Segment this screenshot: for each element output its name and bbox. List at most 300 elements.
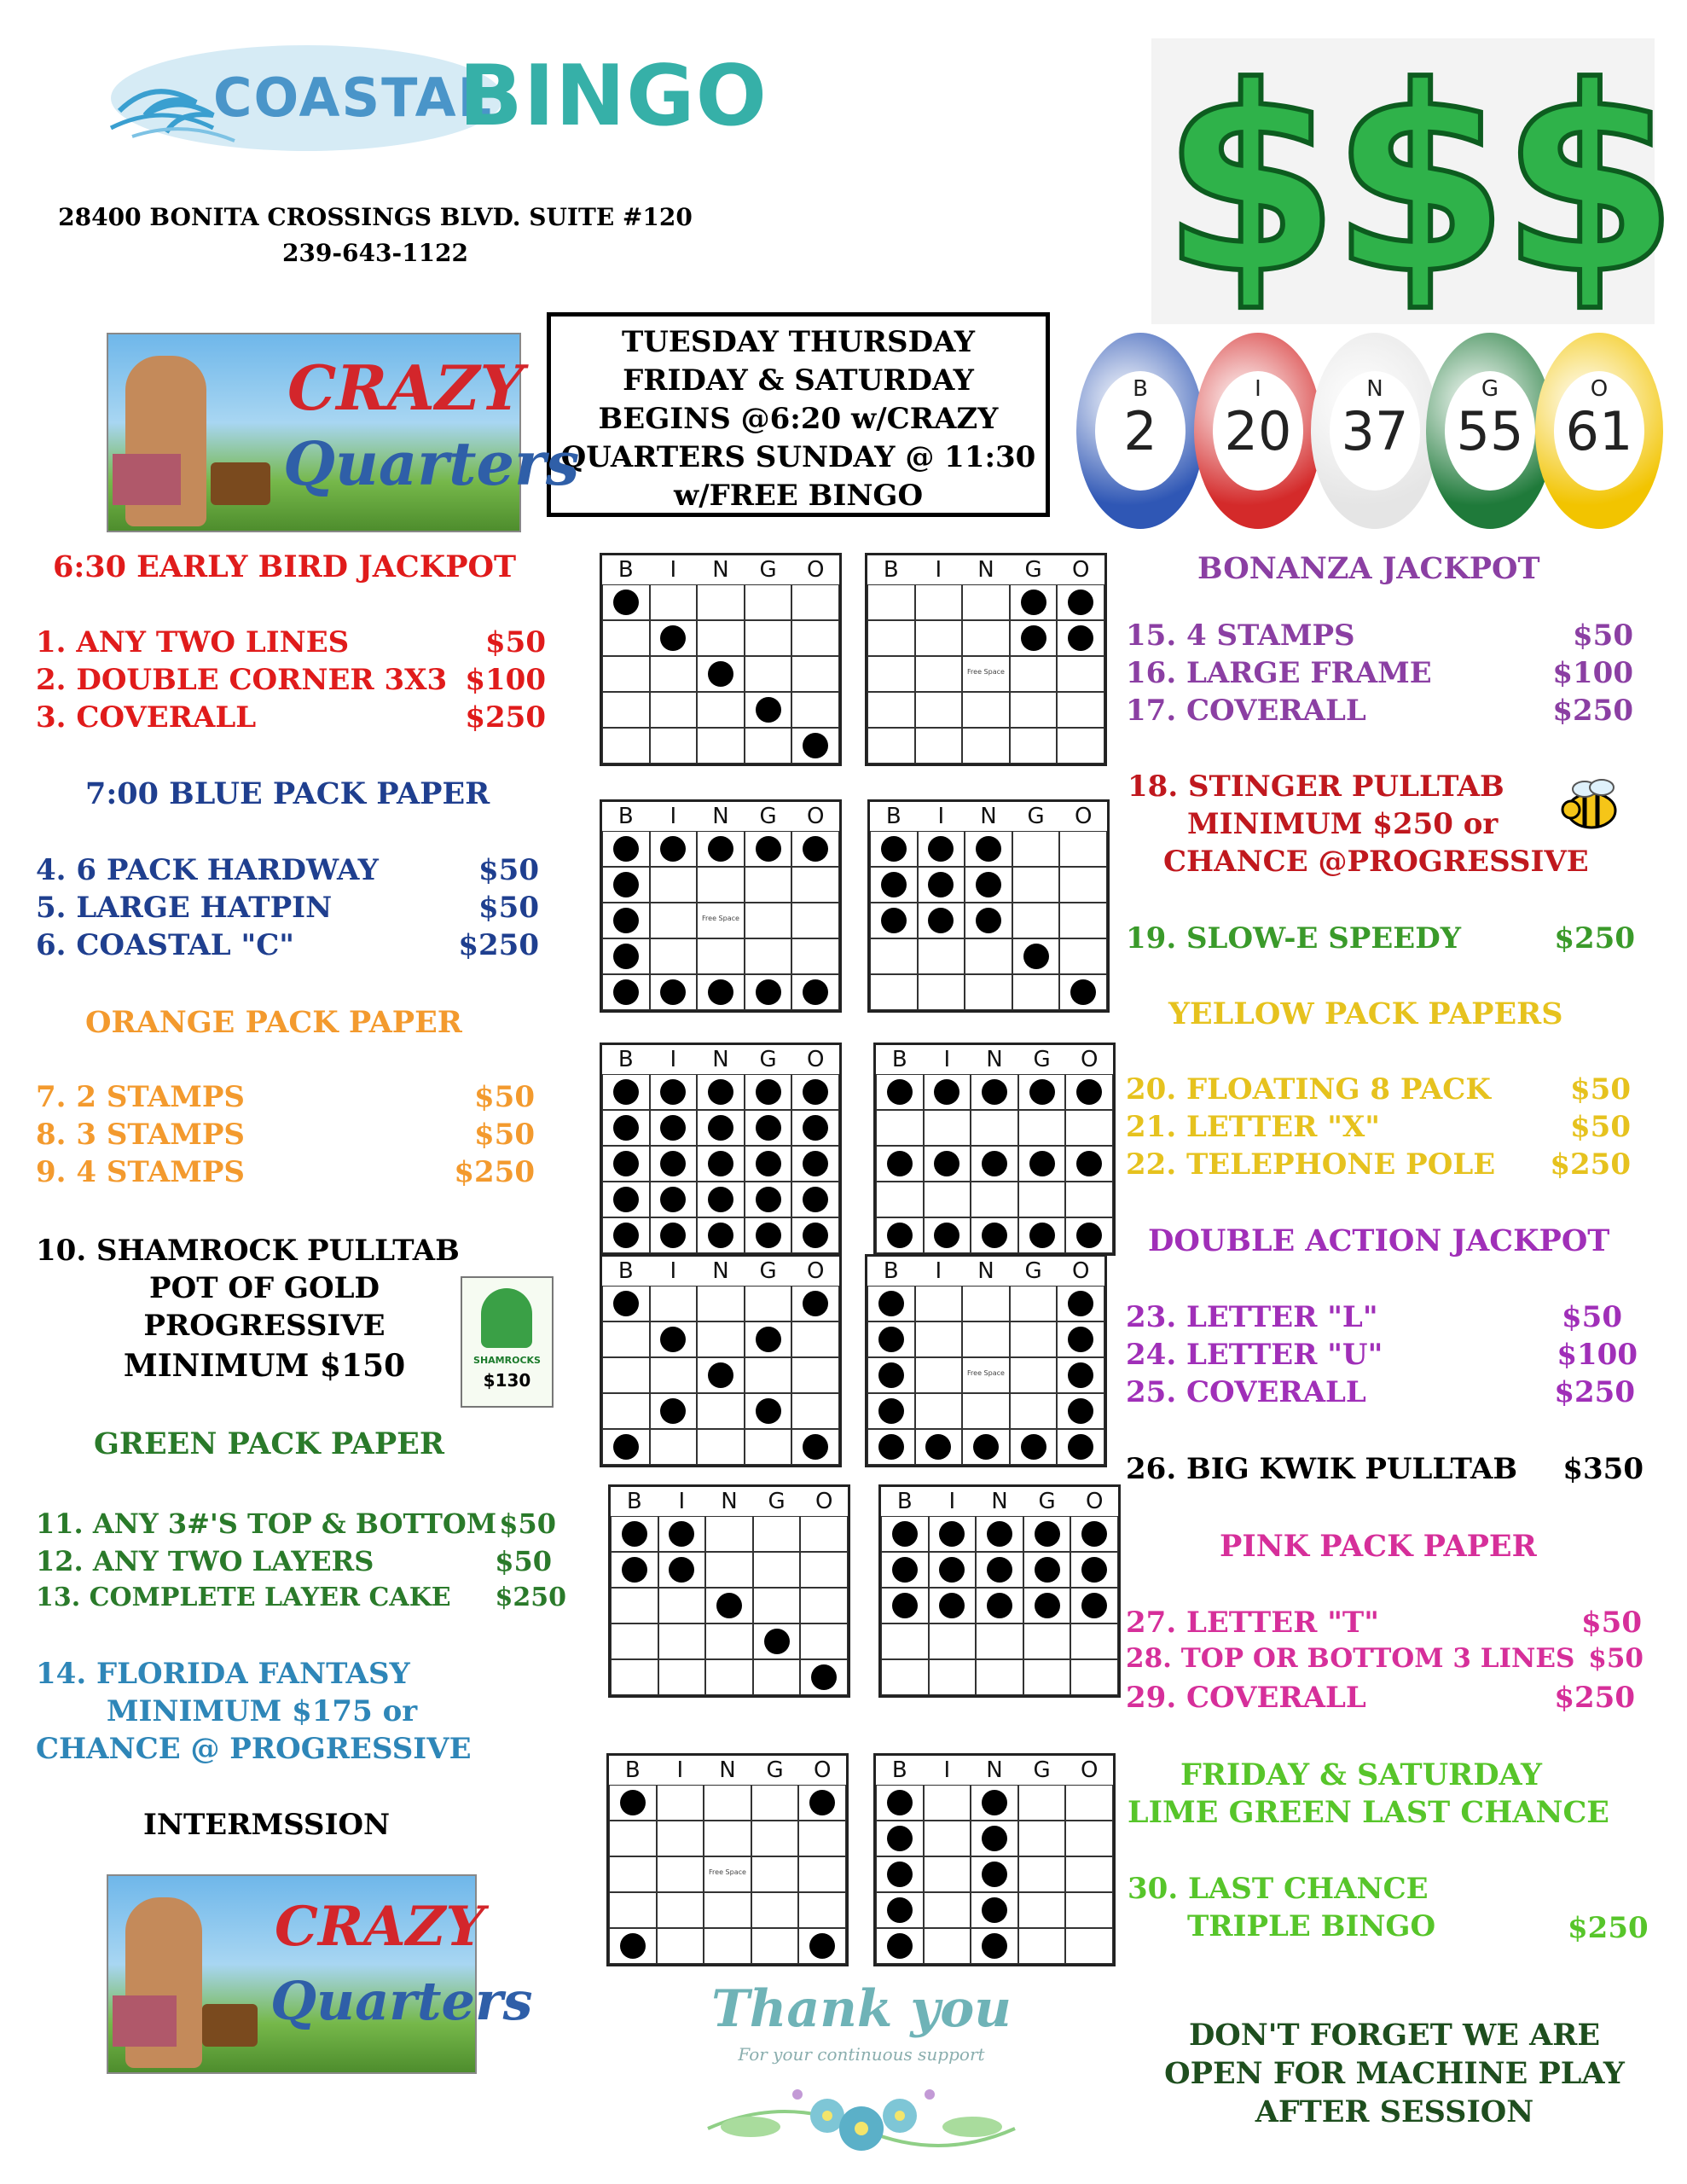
card-cell xyxy=(867,692,915,728)
card-cell xyxy=(791,656,839,692)
game-prize: $50 xyxy=(499,1507,556,1540)
daub-dot xyxy=(1081,1557,1107,1583)
daub-dot xyxy=(973,1434,999,1460)
card-cell xyxy=(962,728,1010,764)
card-cell xyxy=(745,620,792,656)
card-cell xyxy=(1065,1928,1113,1964)
ball-face xyxy=(1213,371,1303,491)
daub-dot xyxy=(803,1223,828,1248)
card-cell xyxy=(697,620,745,656)
card-cell xyxy=(611,1588,658,1623)
card-cell xyxy=(753,1516,801,1552)
game-prize: $100 xyxy=(465,663,546,697)
card-header-letter: G xyxy=(1027,804,1045,829)
game-label: 20. FLOATING 8 PACK xyxy=(1126,1072,1491,1107)
card-cell xyxy=(1023,1623,1071,1659)
early-bird-heading: 6:30 EARLY BIRD JACKPOT xyxy=(53,549,517,584)
game-label: 25. COVERALL xyxy=(1126,1375,1366,1409)
card-cell xyxy=(697,938,745,974)
card-cell xyxy=(650,938,698,974)
logo-word-coastal: COASTAL xyxy=(213,67,494,129)
daub-dot xyxy=(982,1933,1007,1959)
card-cell xyxy=(697,1429,745,1465)
game-prize: $50 xyxy=(1581,1606,1642,1640)
game-6 xyxy=(36,928,539,962)
bingo-card xyxy=(867,799,1110,1013)
game-label: 16. LARGE FRAME xyxy=(1126,656,1432,690)
card-cell xyxy=(697,692,745,728)
card-header-letter: G xyxy=(766,1757,784,1783)
card-header-letter: G xyxy=(1024,1258,1042,1284)
card-cell xyxy=(745,1286,792,1321)
ball-face xyxy=(1554,371,1644,491)
daub-dot xyxy=(987,1521,1012,1547)
card-cell xyxy=(867,620,915,656)
card-cell xyxy=(1010,1286,1058,1321)
logo-word-bingo: BINGO xyxy=(459,48,768,145)
thank-you-title: Thank you xyxy=(711,1979,1012,2039)
card-header-letter: I xyxy=(670,1047,677,1072)
daub-dot xyxy=(803,1187,828,1212)
card-cell xyxy=(657,1821,704,1856)
ball-letter: O xyxy=(1590,376,1609,402)
shamrock-pulltab-ticket xyxy=(461,1276,554,1408)
daub-dot xyxy=(1068,1362,1093,1388)
game-9 xyxy=(36,1155,535,1189)
game-20 xyxy=(1126,1072,1631,1107)
daub-dot xyxy=(756,1151,781,1176)
card-cell xyxy=(650,656,698,692)
card-cell xyxy=(745,1357,792,1393)
blue-pack-heading: 7:00 BLUE PACK PAPER xyxy=(85,776,490,811)
card-cell xyxy=(609,1821,657,1856)
card-cell xyxy=(704,1928,751,1964)
footer-line: OPEN FOR MACHINE PLAY xyxy=(1164,2056,1625,2091)
daub-dot xyxy=(982,1862,1007,1887)
card-cell xyxy=(1010,1357,1058,1393)
card-cell xyxy=(611,1659,658,1695)
card-cell xyxy=(745,584,792,620)
crazy-quarters-word2: Quarters xyxy=(270,1970,533,2032)
daub-dot xyxy=(878,1434,904,1460)
free-space-label: Free Space xyxy=(709,1868,746,1876)
ball-number: 55 xyxy=(1456,400,1524,462)
card-cell xyxy=(924,1821,971,1856)
address: 28400 BONITA CROSSINGS BLVD. SUITE #120 xyxy=(58,203,693,231)
card-cell xyxy=(650,584,698,620)
game-18-line: 18. STINGER PULLTAB xyxy=(1128,770,1504,804)
card-header-letter: I xyxy=(676,1757,684,1783)
game-prize: $50 xyxy=(1588,1643,1644,1674)
card-header-letter: O xyxy=(815,1489,833,1514)
daub-dot xyxy=(708,1115,733,1141)
daub-dot xyxy=(976,872,1001,897)
card-cell xyxy=(798,1856,846,1892)
green-pack-heading: GREEN PACK PAPER xyxy=(94,1426,444,1461)
money-signs-image xyxy=(1151,32,1671,330)
card-cell xyxy=(705,1552,753,1588)
card-cell xyxy=(745,903,792,938)
bingo-card xyxy=(873,1753,1116,1966)
game-label: 27. LETTER "T" xyxy=(1126,1606,1379,1640)
card-cell xyxy=(650,867,698,903)
card-cell xyxy=(800,1588,848,1623)
game-8 xyxy=(36,1118,535,1152)
card-cell xyxy=(1018,1821,1066,1856)
game-label: 2. DOUBLE CORNER 3X3 xyxy=(36,663,448,697)
daub-dot xyxy=(982,1079,1007,1105)
daub-dot xyxy=(803,733,828,758)
card-header-letter: O xyxy=(1085,1489,1104,1514)
card-cell xyxy=(705,1659,753,1695)
daub-dot xyxy=(887,1151,913,1176)
card-cell xyxy=(657,1785,704,1821)
card-header-letter: I xyxy=(670,557,677,583)
card-header-letter: N xyxy=(712,557,729,583)
daub-dot xyxy=(613,1115,639,1141)
card-cell xyxy=(791,1393,839,1429)
game-10-line: 10. SHAMROCK PULLTAB xyxy=(36,1234,460,1268)
card-cell xyxy=(602,1321,650,1357)
bingo-card xyxy=(865,1254,1107,1467)
daub-dot xyxy=(756,1187,781,1212)
daub-dot xyxy=(1076,1223,1102,1248)
game-30-prize: $250 xyxy=(1568,1911,1649,1945)
card-cell xyxy=(745,1429,792,1465)
card-cell xyxy=(915,1286,963,1321)
card-cell xyxy=(1065,1856,1113,1892)
daub-dot xyxy=(756,1327,781,1352)
game-12 xyxy=(36,1545,552,1577)
card-cell xyxy=(650,728,698,764)
card-cell xyxy=(751,1821,799,1856)
card-header-letter: O xyxy=(1080,1047,1099,1072)
card-cell xyxy=(791,692,839,728)
card-cell xyxy=(602,692,650,728)
card-header-letter: N xyxy=(719,1757,736,1783)
pink-pack-heading: PINK PACK PAPER xyxy=(1220,1529,1537,1564)
daub-dot xyxy=(756,1115,781,1141)
daub-dot xyxy=(1068,1327,1093,1352)
daub-dot xyxy=(1023,944,1049,969)
footer-line: DON'T FORGET WE ARE xyxy=(1188,2018,1601,2053)
card-cell xyxy=(1065,1110,1113,1146)
card-header-letter: I xyxy=(678,1489,686,1514)
card-cell xyxy=(697,728,745,764)
daub-dot xyxy=(887,1862,913,1887)
card-cell xyxy=(697,867,745,903)
daub-dot xyxy=(613,1223,639,1248)
daub-dot xyxy=(887,1790,913,1815)
daub-dot xyxy=(756,1223,781,1248)
game-22 xyxy=(1126,1147,1631,1182)
card-cell xyxy=(965,974,1012,1010)
daub-dot xyxy=(613,1434,639,1460)
card-cell xyxy=(1018,1928,1066,1964)
card-header-letter: B xyxy=(617,804,634,829)
daub-dot xyxy=(987,1593,1012,1618)
card-cell xyxy=(791,584,839,620)
daub-dot xyxy=(881,908,907,933)
card-header-letter: O xyxy=(1071,557,1090,583)
card-cell xyxy=(697,1321,745,1357)
card-header-letter: O xyxy=(813,1757,832,1783)
daub-dot xyxy=(708,1187,733,1212)
daub-dot xyxy=(987,1557,1012,1583)
card-cell xyxy=(791,1321,839,1357)
game-prize: $100 xyxy=(1552,656,1633,690)
game-23 xyxy=(1126,1300,1622,1334)
card-cell xyxy=(1059,903,1107,938)
daub-dot xyxy=(613,1079,639,1105)
daub-dot xyxy=(1029,1151,1055,1176)
card-cell xyxy=(881,1659,929,1695)
card-header-letter: N xyxy=(721,1489,738,1514)
card-cell xyxy=(697,584,745,620)
card-cell xyxy=(704,1892,751,1928)
ball-letter: B xyxy=(1133,376,1148,402)
card-header-letter: O xyxy=(1080,1757,1099,1783)
daub-dot xyxy=(809,1933,835,1959)
daub-dot xyxy=(1076,1079,1102,1105)
card-header-letter: B xyxy=(885,804,901,829)
game-prize: $50 xyxy=(495,1545,552,1577)
card-cell xyxy=(697,1286,745,1321)
bingo-card xyxy=(600,553,842,766)
daub-dot xyxy=(756,836,781,862)
card-cell xyxy=(915,656,963,692)
ball-number: 37 xyxy=(1341,400,1409,462)
game-label: 21. LETTER "X" xyxy=(1126,1110,1381,1144)
card-cell xyxy=(962,620,1010,656)
game-16 xyxy=(1126,656,1633,690)
card-header-letter: O xyxy=(1074,804,1093,829)
daub-dot xyxy=(708,1362,733,1388)
free-space-label: Free Space xyxy=(967,1369,1005,1377)
daub-dot xyxy=(764,1629,790,1654)
daub-dot xyxy=(613,836,639,862)
card-header-letter: N xyxy=(980,804,997,829)
bingo-card xyxy=(600,799,842,1013)
card-header-letter: G xyxy=(768,1489,786,1514)
daub-dot xyxy=(809,1790,835,1815)
daub-dot xyxy=(1021,1434,1046,1460)
daub-dot xyxy=(613,1187,639,1212)
card-cell xyxy=(924,1856,971,1892)
card-cell xyxy=(915,620,963,656)
card-cell xyxy=(971,1110,1018,1146)
card-cell xyxy=(751,1856,799,1892)
daub-dot xyxy=(1068,625,1093,651)
card-header-letter: I xyxy=(937,804,945,829)
game-29 xyxy=(1126,1681,1635,1715)
game-11 xyxy=(36,1507,556,1540)
card-cell xyxy=(798,1892,846,1928)
card-header-letter: G xyxy=(759,1047,777,1072)
game-14-line: CHANCE @ PROGRESSIVE xyxy=(36,1732,472,1766)
daub-dot xyxy=(620,1790,646,1815)
daub-dot xyxy=(892,1521,918,1547)
card-cell xyxy=(650,903,698,938)
card-cell xyxy=(876,1182,924,1217)
game-18-line: CHANCE @PROGRESSIVE xyxy=(1163,845,1589,879)
card-cell xyxy=(1012,867,1060,903)
game-prize: $50 xyxy=(1570,1072,1631,1107)
card-cell xyxy=(745,656,792,692)
daub-dot xyxy=(1076,1151,1102,1176)
card-cell xyxy=(602,620,650,656)
card-cell xyxy=(602,656,650,692)
card-cell xyxy=(962,692,1010,728)
game-prize: $250 xyxy=(1550,1147,1631,1182)
ball-face xyxy=(1445,371,1535,491)
card-cell xyxy=(1010,692,1058,728)
card-cell xyxy=(1057,692,1104,728)
daub-dot xyxy=(892,1593,918,1618)
game-label: 15. 4 STAMPS xyxy=(1126,619,1355,653)
card-cell xyxy=(1010,1321,1058,1357)
game-prize: $250 xyxy=(458,928,539,962)
card-cell xyxy=(657,1856,704,1892)
daub-dot xyxy=(1035,1557,1060,1583)
bingo-ball-n xyxy=(1311,333,1439,529)
card-cell xyxy=(929,1659,977,1695)
card-cell xyxy=(602,728,650,764)
game-7 xyxy=(36,1080,535,1114)
card-cell xyxy=(915,692,963,728)
daub-dot xyxy=(756,979,781,1005)
card-header-letter: N xyxy=(977,557,994,583)
daub-dot xyxy=(803,1079,828,1105)
card-header-letter: I xyxy=(948,1489,956,1514)
game-label: 1. ANY TWO LINES xyxy=(36,625,350,659)
card-header-letter: O xyxy=(806,1047,825,1072)
daub-dot xyxy=(613,590,639,615)
card-header-letter: G xyxy=(759,804,777,829)
card-cell xyxy=(867,656,915,692)
card-header-letter: O xyxy=(806,1258,825,1284)
coastal-bingo-logo xyxy=(102,34,768,162)
daub-dot xyxy=(878,1291,904,1316)
card-header-letter: I xyxy=(670,1258,677,1284)
daub-dot xyxy=(1068,1291,1093,1316)
daub-dot xyxy=(887,1223,913,1248)
card-cell xyxy=(704,1785,751,1821)
daub-dot xyxy=(982,1790,1007,1815)
daub-dot xyxy=(878,1362,904,1388)
card-cell xyxy=(800,1552,848,1588)
card-cell xyxy=(1059,938,1107,974)
card-cell xyxy=(602,1393,650,1429)
card-cell xyxy=(658,1588,706,1623)
game-27 xyxy=(1126,1606,1642,1640)
card-cell xyxy=(657,1928,704,1964)
game-prize: $50 xyxy=(474,1080,535,1114)
flower-decoration-icon xyxy=(699,2069,1023,2163)
daub-dot xyxy=(756,697,781,723)
daub-dot xyxy=(708,1151,733,1176)
card-cell xyxy=(1059,867,1107,903)
game-label: 6. COASTAL "C" xyxy=(36,928,294,962)
daub-dot xyxy=(708,661,733,687)
bingo-card xyxy=(878,1484,1121,1698)
card-cell xyxy=(1070,1623,1118,1659)
daub-dot xyxy=(613,944,639,969)
daub-dot xyxy=(613,1291,639,1316)
card-cell xyxy=(1065,1785,1113,1821)
card-cell xyxy=(962,1286,1010,1321)
daub-dot xyxy=(1070,979,1096,1005)
card-header-letter: N xyxy=(991,1489,1008,1514)
leprechaun-icon xyxy=(481,1288,532,1348)
game-10-line: PROGRESSIVE xyxy=(143,1309,386,1343)
card-header-letter: N xyxy=(712,1258,729,1284)
bingo-card xyxy=(873,1043,1116,1256)
game-17 xyxy=(1126,694,1633,728)
daub-dot xyxy=(982,1897,1007,1923)
bingo-ball-b xyxy=(1076,333,1204,529)
card-cell xyxy=(751,1785,799,1821)
game-label: 22. TELEPHONE POLE xyxy=(1126,1147,1496,1182)
daub-dot xyxy=(756,1398,781,1424)
ball-letter: I xyxy=(1255,376,1261,402)
daub-dot xyxy=(803,836,828,862)
daub-dot xyxy=(1021,625,1046,651)
card-cell xyxy=(918,938,965,974)
daub-dot xyxy=(1081,1521,1107,1547)
bingo-ball-o xyxy=(1535,333,1663,529)
daub-dot xyxy=(887,1897,913,1923)
card-header-letter: B xyxy=(891,1757,907,1783)
card-header-letter: B xyxy=(891,1047,907,1072)
daub-dot xyxy=(756,1079,781,1105)
game-prize: $350 xyxy=(1562,1452,1644,1486)
card-header-letter: N xyxy=(977,1258,994,1284)
dollar-signs: $$$ xyxy=(1162,32,1671,330)
card-header-letter: B xyxy=(617,1258,634,1284)
treasure-chest-icon xyxy=(202,2004,258,2047)
schedule-line: QUARTERS SUNDAY @ 11:30 xyxy=(560,440,1036,474)
card-cell xyxy=(870,974,918,1010)
game-26 xyxy=(1126,1452,1644,1486)
daub-dot xyxy=(982,1826,1007,1851)
card-cell xyxy=(1065,1182,1113,1217)
game-15 xyxy=(1126,619,1633,653)
bingo-card xyxy=(600,1043,842,1256)
card-cell xyxy=(798,1821,846,1856)
card-cell xyxy=(791,938,839,974)
card-cell xyxy=(657,1892,704,1928)
card-header-letter: G xyxy=(1038,1489,1056,1514)
ball-face xyxy=(1095,371,1186,491)
card-header-letter: N xyxy=(712,804,729,829)
card-cell xyxy=(918,974,965,1010)
ball-letter: N xyxy=(1366,376,1383,402)
daub-dot xyxy=(622,1521,647,1547)
game-prize: $250 xyxy=(1554,921,1635,956)
game-prize: $250 xyxy=(1552,694,1633,728)
card-cell xyxy=(1018,1110,1066,1146)
card-cell xyxy=(753,1659,801,1695)
card-cell xyxy=(924,1182,971,1217)
daub-dot xyxy=(881,872,907,897)
daub-dot xyxy=(613,1151,639,1176)
game-18-line: MINIMUM $250 or xyxy=(1187,807,1499,841)
card-header-letter: I xyxy=(943,1757,951,1783)
card-cell xyxy=(1018,1892,1066,1928)
treasure-chest-icon xyxy=(211,462,270,505)
card-header-letter: B xyxy=(617,557,634,583)
